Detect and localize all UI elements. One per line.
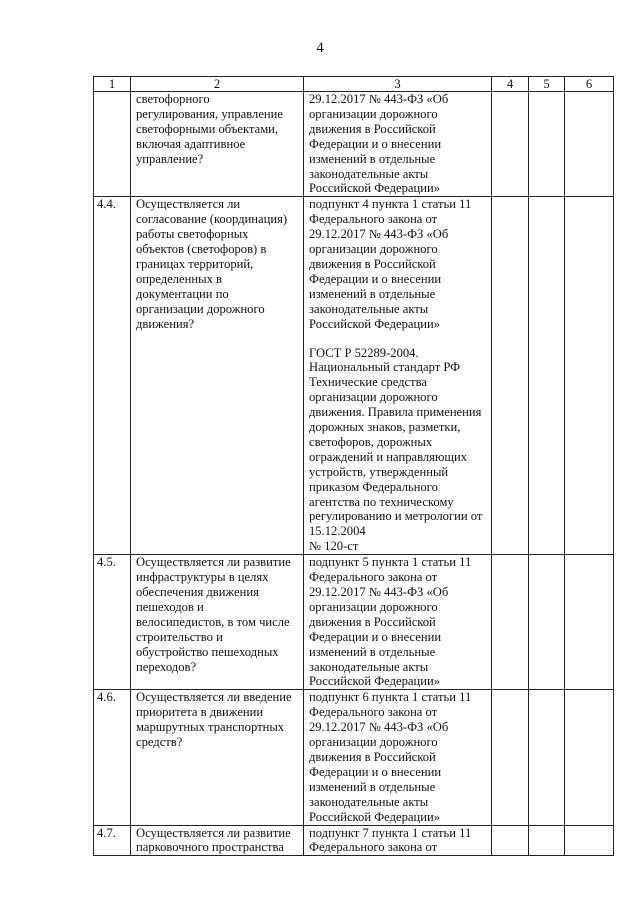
answer-no-cell (529, 197, 565, 555)
note-cell (565, 690, 614, 825)
header-col-3: 3 (304, 77, 492, 92)
answer-yes-cell (492, 690, 529, 825)
legal-basis-cell: подпункт 5 пункта 1 статьи 11 Федерального закона от 29.12.2017 № 443-ФЗ «Об организации дорожного движения в Российской Федерации и о внесении изменений в отдельные законодательные акты Российской Федерации» (304, 555, 492, 690)
header-col-2: 2 (131, 77, 304, 92)
table-row (94, 555, 614, 690)
checklist-table (93, 76, 614, 856)
answer-yes-cell (492, 197, 529, 555)
table-row (94, 197, 614, 555)
legal-basis-gost: ГОСТ Р 52289-2004. Национальный стандарт РФ Технические средства организации дорожного движения. Правила применения дорожных знаков, разметки, светофоров, дорожных ограждений и направляющих устройств, утвержденный приказом Федерального агентства по техническому регулированию и метрологии от 15.12.2004 № 120-ст (309, 345, 483, 554)
question-cell: Осуществляется ли развитие парковочного пространства (131, 825, 304, 856)
note-cell (565, 197, 614, 555)
answer-yes-cell (492, 92, 529, 197)
question-cell: Осуществляется ли развитие инфраструктуры в целях обеспечения движения пешеходов и велосипедистов, в том числе строительство и обустройство пешеходных переходов? (131, 555, 304, 690)
answer-yes-cell (492, 555, 529, 690)
row-number: 4.6. (94, 690, 131, 825)
legal-basis-cell: 29.12.2017 № 443-ФЗ «Об организации дорожного движения в Российской Федерации и о внесении изменений в отдельные законодательные акты Российской Федерации» (304, 92, 492, 197)
header-col-4: 4 (492, 77, 529, 92)
answer-no-cell (529, 555, 565, 690)
header-row (94, 77, 614, 92)
note-cell (565, 92, 614, 197)
row-number: 4.7. (94, 825, 131, 856)
page-number: 4 (316, 40, 324, 56)
spacer (309, 332, 487, 346)
note-cell (565, 555, 614, 690)
table-row (94, 690, 614, 825)
answer-no-cell (529, 690, 565, 825)
legal-basis-cell: подпункт 7 пункта 1 статьи 11 Федерального закона от (304, 825, 492, 856)
header-col-5: 5 (529, 77, 565, 92)
question-cell: Осуществляется ли введение приоритета в движении маршрутных транспортных средств? (131, 690, 304, 825)
question-cell: светофорного регулирования, управление светофорными объектами, включая адаптивное управление? (131, 92, 304, 197)
answer-no-cell (529, 92, 565, 197)
header-col-1: 1 (94, 77, 131, 92)
note-cell (565, 825, 614, 856)
answer-yes-cell (492, 825, 529, 856)
legal-basis-cell (304, 197, 492, 555)
legal-basis-law: подпункт 4 пункта 1 статьи 11 Федерального закона от 29.12.2017 № 443-ФЗ «Об организации дорожного движения в Российской Федерации и о внесении изменений в отдельные законодательные акты Российской Федерации» (309, 197, 472, 331)
row-number (94, 92, 131, 197)
header-col-6: 6 (565, 77, 614, 92)
table-row (94, 825, 614, 856)
answer-no-cell (529, 825, 565, 856)
legal-basis-cell: подпункт 6 пункта 1 статьи 11 Федерального закона от 29.12.2017 № 443-ФЗ «Об организации дорожного движения в Российской Федерации и о внесении изменений в отдельные законодательные акты Российской Федерации» (304, 690, 492, 825)
row-number: 4.5. (94, 555, 131, 690)
question-cell: Осуществляется ли согласование (координация) работы светофорных объектов (светофоров) в границах территорий, определенных в документации по организации дорожного движения? (131, 197, 304, 555)
table-row (94, 92, 614, 197)
row-number: 4.4. (94, 197, 131, 555)
